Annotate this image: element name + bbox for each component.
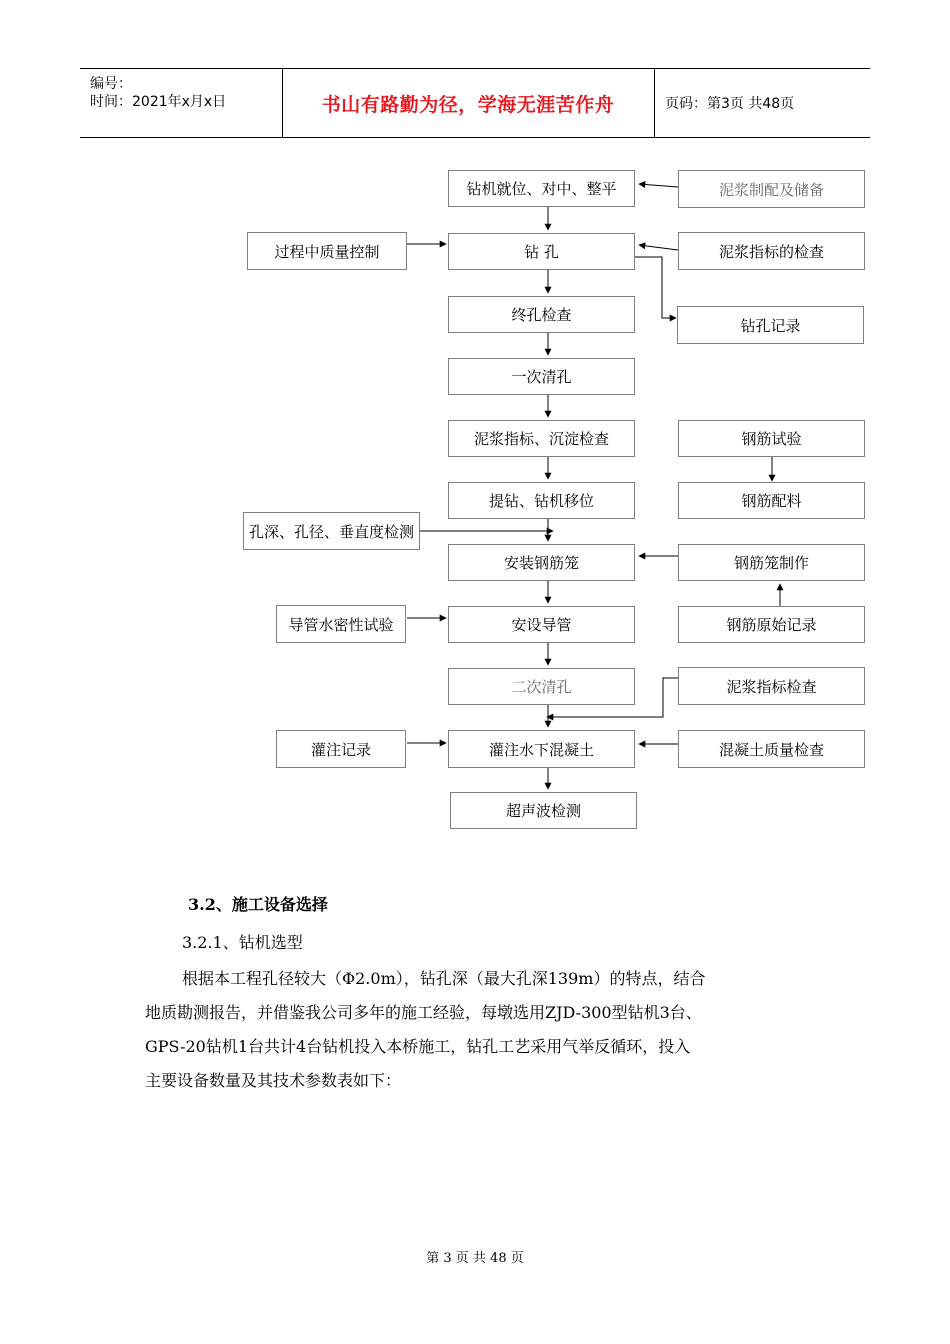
side-rebar-batching: 钢筋配料: [678, 482, 865, 519]
side-mud-index-check: 泥浆指标检查: [678, 667, 865, 705]
side-hole-measurement: 孔深、孔径、垂直度检测: [243, 512, 420, 550]
section-heading: 3.2、施工设备选择: [188, 895, 328, 914]
step-ultrasonic-test: 超声波检测: [450, 792, 637, 829]
step-mud-sediment-check: 泥浆指标、沉淀检查: [448, 420, 635, 457]
step-first-clean: 一次清孔: [448, 358, 635, 395]
side-pour-record: 灌注记录: [276, 730, 406, 768]
body-paragraph: [145, 962, 825, 1098]
arrow-drill-record: [635, 257, 676, 318]
side-drill-record: 钻孔记录: [677, 306, 864, 344]
side-pipe-watertight-test: 导管水密性试验: [276, 605, 406, 643]
arrow-mud-check: [639, 245, 678, 250]
step-final-hole-check: 终孔检查: [448, 296, 635, 333]
step-install-cage: 安装钢筋笼: [448, 544, 635, 581]
side-rebar-test: 钢筋试验: [678, 420, 865, 457]
step-second-clean: 二次清孔: [448, 668, 635, 705]
page-footer: 第 3 页 共 48 页: [426, 1251, 524, 1266]
side-concrete-quality-check: 混凝土质量检查: [678, 730, 865, 768]
paragraph-line: 地质勘测报告，并借鉴我公司多年的施工经验，每墩选用ZJD-300型钻机3台、: [145, 1003, 702, 1022]
time-label: 时间：2021年x月x日: [90, 94, 227, 110]
page-info: 页码：第3页 共48页: [665, 96, 795, 112]
side-mud-preparation: 泥浆制配及储备: [678, 170, 865, 208]
side-quality-control: 过程中质量控制: [247, 232, 407, 270]
step-drill-position: 钻机就位、对中、整平: [448, 170, 635, 207]
paragraph-line: 根据本工程孔径较大（Φ2.0m），钻孔深（最大孔深139m）的特点，结合: [182, 969, 706, 988]
step-drilling: 钻 孔: [448, 233, 635, 270]
side-mud-index-inspection: 泥浆指标的检查: [678, 232, 865, 270]
paragraph-line: GPS-20钻机1台共计4台钻机投入本桥施工，钻孔工艺采用气举反循环，投入: [145, 1037, 691, 1056]
paragraph-line: 主要设备数量及其技术参数表如下：: [145, 1071, 402, 1090]
step-pour-concrete: 灌注水下混凝土: [448, 730, 635, 768]
arrow-mud-prep: [639, 184, 678, 187]
side-cage-fabrication: 钢筋笼制作: [678, 544, 865, 581]
subsection-heading: 3.2.1、钻机选型: [182, 933, 303, 952]
step-lift-drill: 提钻、钻机移位: [448, 482, 635, 519]
number-label: 编号：: [90, 76, 132, 92]
side-rebar-record: 钢筋原始记录: [678, 606, 865, 643]
step-install-pipe: 安设导管: [448, 606, 635, 643]
motto-text: 书山有路勤为径，学海无涯苦作舟: [321, 93, 615, 116]
